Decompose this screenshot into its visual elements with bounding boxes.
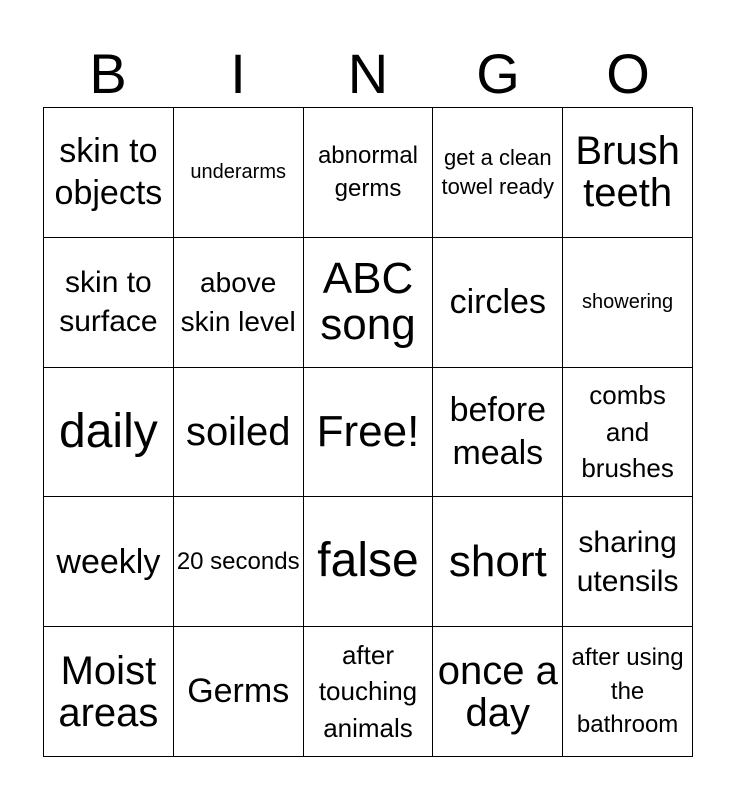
bingo-cell xyxy=(304,108,434,238)
bingo-cell xyxy=(433,108,563,238)
bingo-cell xyxy=(304,238,434,368)
bingo-cell xyxy=(44,627,174,757)
cell-text: combs and brushes xyxy=(581,380,674,484)
bingo-cell xyxy=(304,627,434,757)
bingo-cell xyxy=(563,368,693,498)
free-space-label: Free! xyxy=(316,406,420,456)
bingo-cell free-space xyxy=(304,368,434,498)
bingo-cell xyxy=(563,497,693,627)
bingo-cell xyxy=(563,238,693,368)
cell-text: get a clean towel ready xyxy=(441,144,555,200)
cell-text: 20 seconds xyxy=(176,547,300,575)
cell-text: Brush teeth xyxy=(575,129,680,216)
header-letter-n: N xyxy=(347,42,389,105)
bingo-cell xyxy=(433,238,563,368)
cell-text: Moist areas xyxy=(58,648,159,735)
cell-text: daily xyxy=(59,404,158,458)
bingo-cell xyxy=(563,108,693,238)
cell-text: abnormal germs xyxy=(317,141,419,203)
bingo-header xyxy=(43,40,693,108)
cell-text: after touching animals xyxy=(318,640,418,743)
cell-text: skin to surface xyxy=(59,266,158,339)
cell-text: showering xyxy=(582,291,674,314)
header-letter-b: B xyxy=(89,42,127,105)
bingo-cell xyxy=(433,627,563,757)
bingo-cell xyxy=(44,368,174,498)
header-letter-i: I xyxy=(230,42,246,105)
bingo-cell xyxy=(433,368,563,498)
cell-text: ABC song xyxy=(320,254,416,350)
bingo-cell xyxy=(433,497,563,627)
bingo-cell xyxy=(174,368,304,498)
cell-text: Germs xyxy=(187,672,290,711)
bingo-cell xyxy=(174,627,304,757)
cell-text: underarms xyxy=(190,161,286,184)
bingo-cell xyxy=(563,627,693,757)
header-letter-o: O xyxy=(606,42,650,105)
cell-text: before meals xyxy=(449,391,546,472)
bingo-cell xyxy=(304,497,434,627)
cell-text: sharing utensils xyxy=(576,525,679,598)
cell-text: above skin level xyxy=(180,267,296,338)
bingo-cell xyxy=(174,108,304,238)
bingo-cell xyxy=(44,108,174,238)
cell-text: after using the bathroom xyxy=(571,644,684,739)
cell-text: weekly xyxy=(56,542,161,581)
cell-text: skin to objects xyxy=(54,131,163,213)
cell-text: soiled xyxy=(185,409,291,454)
bingo-grid xyxy=(43,107,693,757)
cell-text: once a day xyxy=(437,648,558,735)
cell-text: false xyxy=(317,534,419,588)
bingo-cell xyxy=(174,238,304,368)
bingo-cell xyxy=(44,497,174,627)
cell-text: circles xyxy=(449,282,546,321)
cell-text: short xyxy=(448,536,547,586)
header-letter-g: G xyxy=(476,42,520,105)
bingo-cell xyxy=(44,238,174,368)
bingo-cell xyxy=(174,497,304,627)
